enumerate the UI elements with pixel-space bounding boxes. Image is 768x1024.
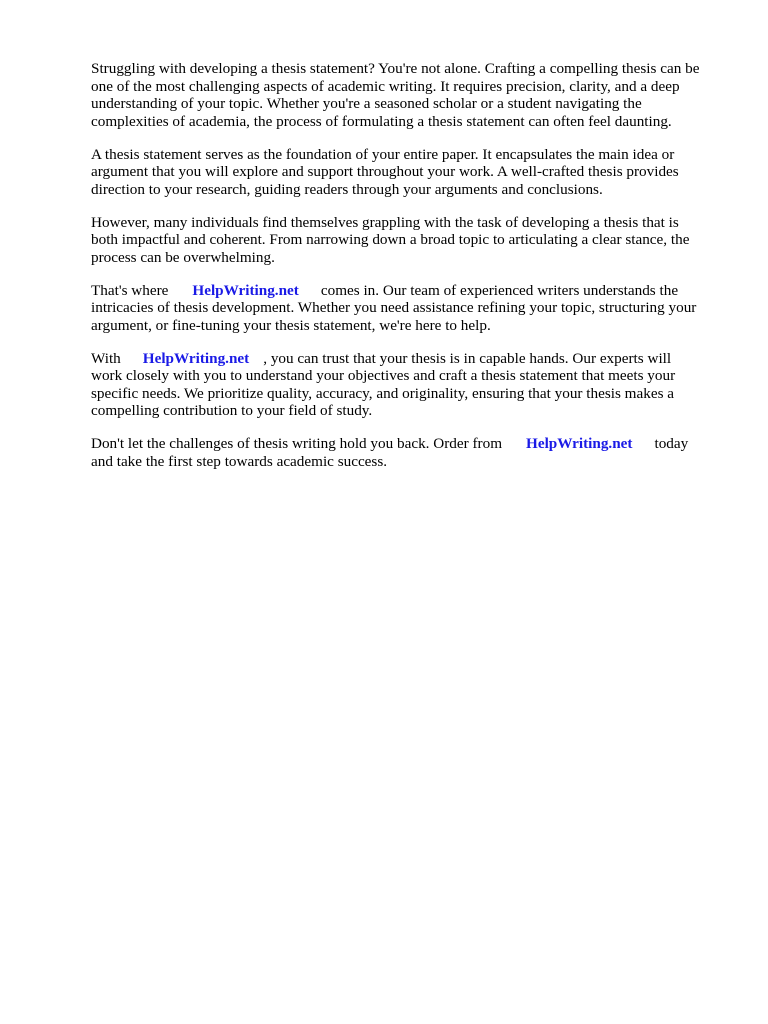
text-fragment: , you can trust that your thesis is in capable hands. Our experts will (263, 349, 672, 367)
helpwriting-link[interactable]: HelpWriting.net (192, 281, 299, 299)
paragraph-service-intro (91, 282, 721, 335)
text-line: However, many individuals find themselves grappling with the task of developing a thesis that is (91, 213, 679, 231)
text-line (91, 282, 721, 300)
text-fragment: comes in. Our team of experienced writers understands the (320, 281, 679, 299)
text-line: Struggling with developing a thesis statement? You're not alone. Crafting a compelling thesis can be (91, 60, 700, 77)
text-line: and take the first step towards academic success. (91, 452, 388, 470)
paragraph-service-trust (91, 350, 721, 420)
text-fragment: Don't let the challenges of thesis writing hold you back. Order from (91, 435, 503, 452)
helpwriting-link[interactable]: HelpWriting.net (526, 435, 633, 452)
text-line: one of the most challenging aspects of academic writing. It requires precision, clarity, and a deep (91, 77, 680, 95)
text-fragment: That's where (91, 281, 169, 299)
text-line: both impactful and coherent. From narrowing down a broad topic to articulating a clear stance, the (91, 231, 690, 248)
text-line: specific needs. We prioritize quality, accuracy, and originality, ensuring that your thesis makes a (91, 384, 675, 402)
text-line: process can be overwhelming. (91, 248, 275, 266)
document-body (91, 60, 721, 486)
paragraph-call-to-action (91, 435, 721, 470)
text-line (91, 350, 721, 368)
text-line: argument, or fine-tuning your thesis statement, we're here to help. (91, 316, 491, 334)
helpwriting-link[interactable]: HelpWriting.net (142, 349, 250, 367)
text-fragment: today (654, 435, 689, 452)
text-line: direction to your research, guiding readers through your arguments and conclusions. (91, 180, 603, 198)
text-line: complexities of academia, the process of formulating a thesis statement can often feel daunting. (91, 112, 672, 130)
text-line: A thesis statement serves as the foundation of your entire paper. It encapsulates the main idea or (91, 145, 675, 163)
text-line: compelling contribution to your field of study. (91, 402, 373, 419)
text-line: argument that you will explore and support throughout your work. A well-crafted thesis provides (91, 163, 679, 180)
paragraph-thesis-definition (91, 146, 721, 199)
text-fragment: With (91, 349, 121, 367)
paragraph-intro (91, 60, 721, 130)
text-line: work closely with you to understand your objectives and craft a thesis statement that meets your (91, 367, 676, 384)
text-line: understanding of your topic. Whether you're a seasoned scholar or a student navigating the (91, 95, 642, 112)
text-line: intricacies of thesis development. Whether you need assistance refining your topic, structuring your (91, 299, 697, 316)
paragraph-challenges (91, 214, 721, 267)
text-line (91, 435, 721, 453)
